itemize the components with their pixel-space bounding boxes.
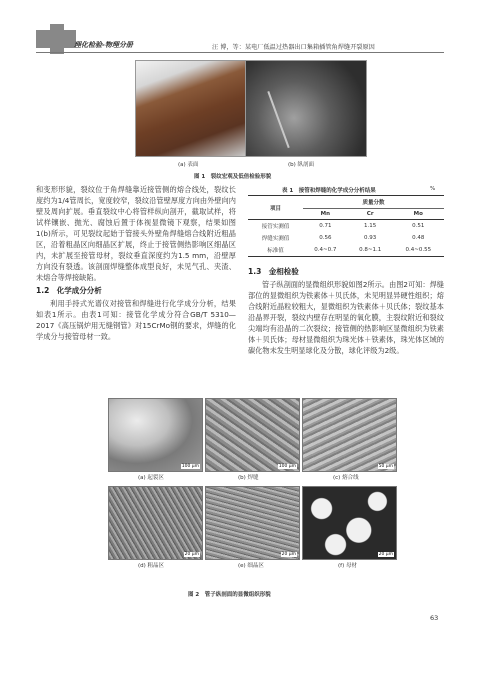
page-header: [0, 0, 480, 56]
table-col-mn: Mn: [303, 209, 348, 220]
micrograph-label: (e) 细晶区: [238, 563, 264, 569]
figure-1b-label: (b) 纵剖面: [288, 162, 315, 168]
scale-bar: 20 μm: [281, 552, 296, 557]
table-col-cr: Cr: [348, 209, 393, 220]
left-column: [36, 184, 236, 342]
table-1-unit: %: [430, 186, 436, 192]
longitudinal-section-photo: [245, 60, 367, 157]
table-row-label: 标准值: [248, 244, 303, 257]
journal-logo-mark: [50, 24, 64, 54]
micrograph-label: (f) 母材: [338, 563, 357, 569]
micrograph-base-metal: [302, 486, 397, 560]
micrograph-label: (c) 熔合线: [333, 475, 359, 481]
table-cell: 0.4~0.55: [393, 244, 444, 257]
table-row-label: 焊缝实测值: [261, 236, 290, 242]
table-1-caption: 表 1 接管和焊缝的化学成分分析结果: [282, 188, 376, 194]
figure-1: [0, 60, 480, 170]
table-row: [248, 244, 444, 257]
section-heading-metallography: 1.3 金相检验: [248, 267, 299, 276]
figure-1-caption: 图 1 裂纹宏观及低倍检验形貌: [194, 174, 272, 180]
journal-name: 理化检验-物理分册: [74, 41, 133, 49]
micrograph-fine-grain: [205, 486, 300, 560]
micrograph-label: (a) 起裂区: [138, 475, 164, 481]
micrograph-weld: [205, 398, 300, 472]
micrograph-fusion-line: [302, 398, 397, 472]
left-paragraph-2: 利用手持式光谱仪对接管和焊缝进行化学成分分析，结果如表1所示。由表1可知：接管化学成分符合GB/T 5310—2017《高压锅炉用无缝钢管》对15CrMo钢的要求，焊缝的化学成分与接管母材一致。: [36, 299, 236, 341]
page-number: 63: [430, 614, 439, 622]
table-row: [248, 220, 444, 233]
table-cell: 0.71: [319, 223, 332, 229]
crack-line: [267, 74, 336, 148]
table-cell: 0.56: [319, 235, 332, 241]
figure-2: [108, 398, 398, 586]
left-paragraph-1: 和变形形貌，裂纹位于角焊缝靠近接管侧的熔合线处，裂纹长度约为1/4管周长，宽度较窄，裂纹沿管壁厚度方向由外壁向内壁及周向扩展。垂直裂纹中心将管样纵向剖开，截取试样，将试样镶嵌、抛光、腐蚀后置于体视显微镜下观察，结果如图1(b)所示，可见裂纹起始于管接头外壁角焊缝熔合线附近粗晶区，沿着粗晶区向细晶区扩展，终止于接管侧热影响区细晶区内，未扩展至接管母材，裂纹垂直深度约为1.5 mm，沿壁厚方向没有裂透。该剖面焊缝整体成型良好，未见气孔、夹渣、未熔合等焊接缺陷。: [36, 185, 236, 282]
table-cell: 0.48: [412, 235, 425, 241]
right-column: [248, 264, 444, 356]
header-rule: [36, 52, 444, 53]
table-col-mo: Mo: [393, 209, 444, 220]
table-cell: 0.8~1.1: [348, 244, 393, 257]
running-title: 汪 博，等：某电厂低温过热器出口集箱插管角焊缝开裂原因: [212, 44, 375, 51]
table-header-group: 质量分数: [303, 196, 444, 209]
scale-bar: 100 μm: [181, 464, 199, 469]
figure-1a-label: (a) 表面: [178, 162, 199, 168]
right-paragraph: 管子纵剖面的显微组织形貌如图2所示。由图2可知：焊缝部位的显微组织为铁素体＋贝氏体，未见明显异硬性组织；熔合线附近晶粒较粗大，显微组织为铁素体＋贝氏体；裂纹基本沿晶界开裂，裂纹内壁存在明显的氧化膜，主裂纹附近和裂纹尖端均有沿晶的二次裂纹；接管侧的热影响区显微组织为铁素体＋贝氏体；母材显微组织为珠光体＋铁素体，珠光体区域的碳化物未发生明显球化及分散，球化评级为2级。: [248, 280, 444, 355]
micrograph-crack-initiation: [108, 398, 203, 472]
micrograph-coarse-grain: [108, 486, 203, 560]
chemical-composition-table: [248, 195, 444, 257]
table-row-label: 接管实测值: [261, 224, 290, 230]
micrograph-label: (b) 焊缝: [238, 475, 259, 481]
scale-bar: 100 μm: [278, 464, 296, 469]
table-cell: 0.4~0.7: [303, 244, 348, 257]
scale-bar: 50 μm: [378, 464, 393, 469]
surface-crack-photo: [135, 60, 247, 157]
table-row: [248, 232, 444, 244]
scale-bar: 20 μm: [184, 552, 199, 557]
table-cell: 1.15: [364, 223, 377, 229]
table-cell: 0.51: [412, 223, 425, 229]
scale-bar: 20 μm: [378, 552, 393, 557]
table-header-item: 项目: [248, 196, 303, 220]
section-heading-chemical: 1.2 化学成分分析: [36, 286, 102, 295]
micrograph-label: (d) 粗晶区: [138, 563, 165, 569]
figure-2-caption: 图 2 管子纵剖面的显微组织形貌: [188, 592, 271, 598]
table-cell: 0.93: [364, 235, 377, 241]
